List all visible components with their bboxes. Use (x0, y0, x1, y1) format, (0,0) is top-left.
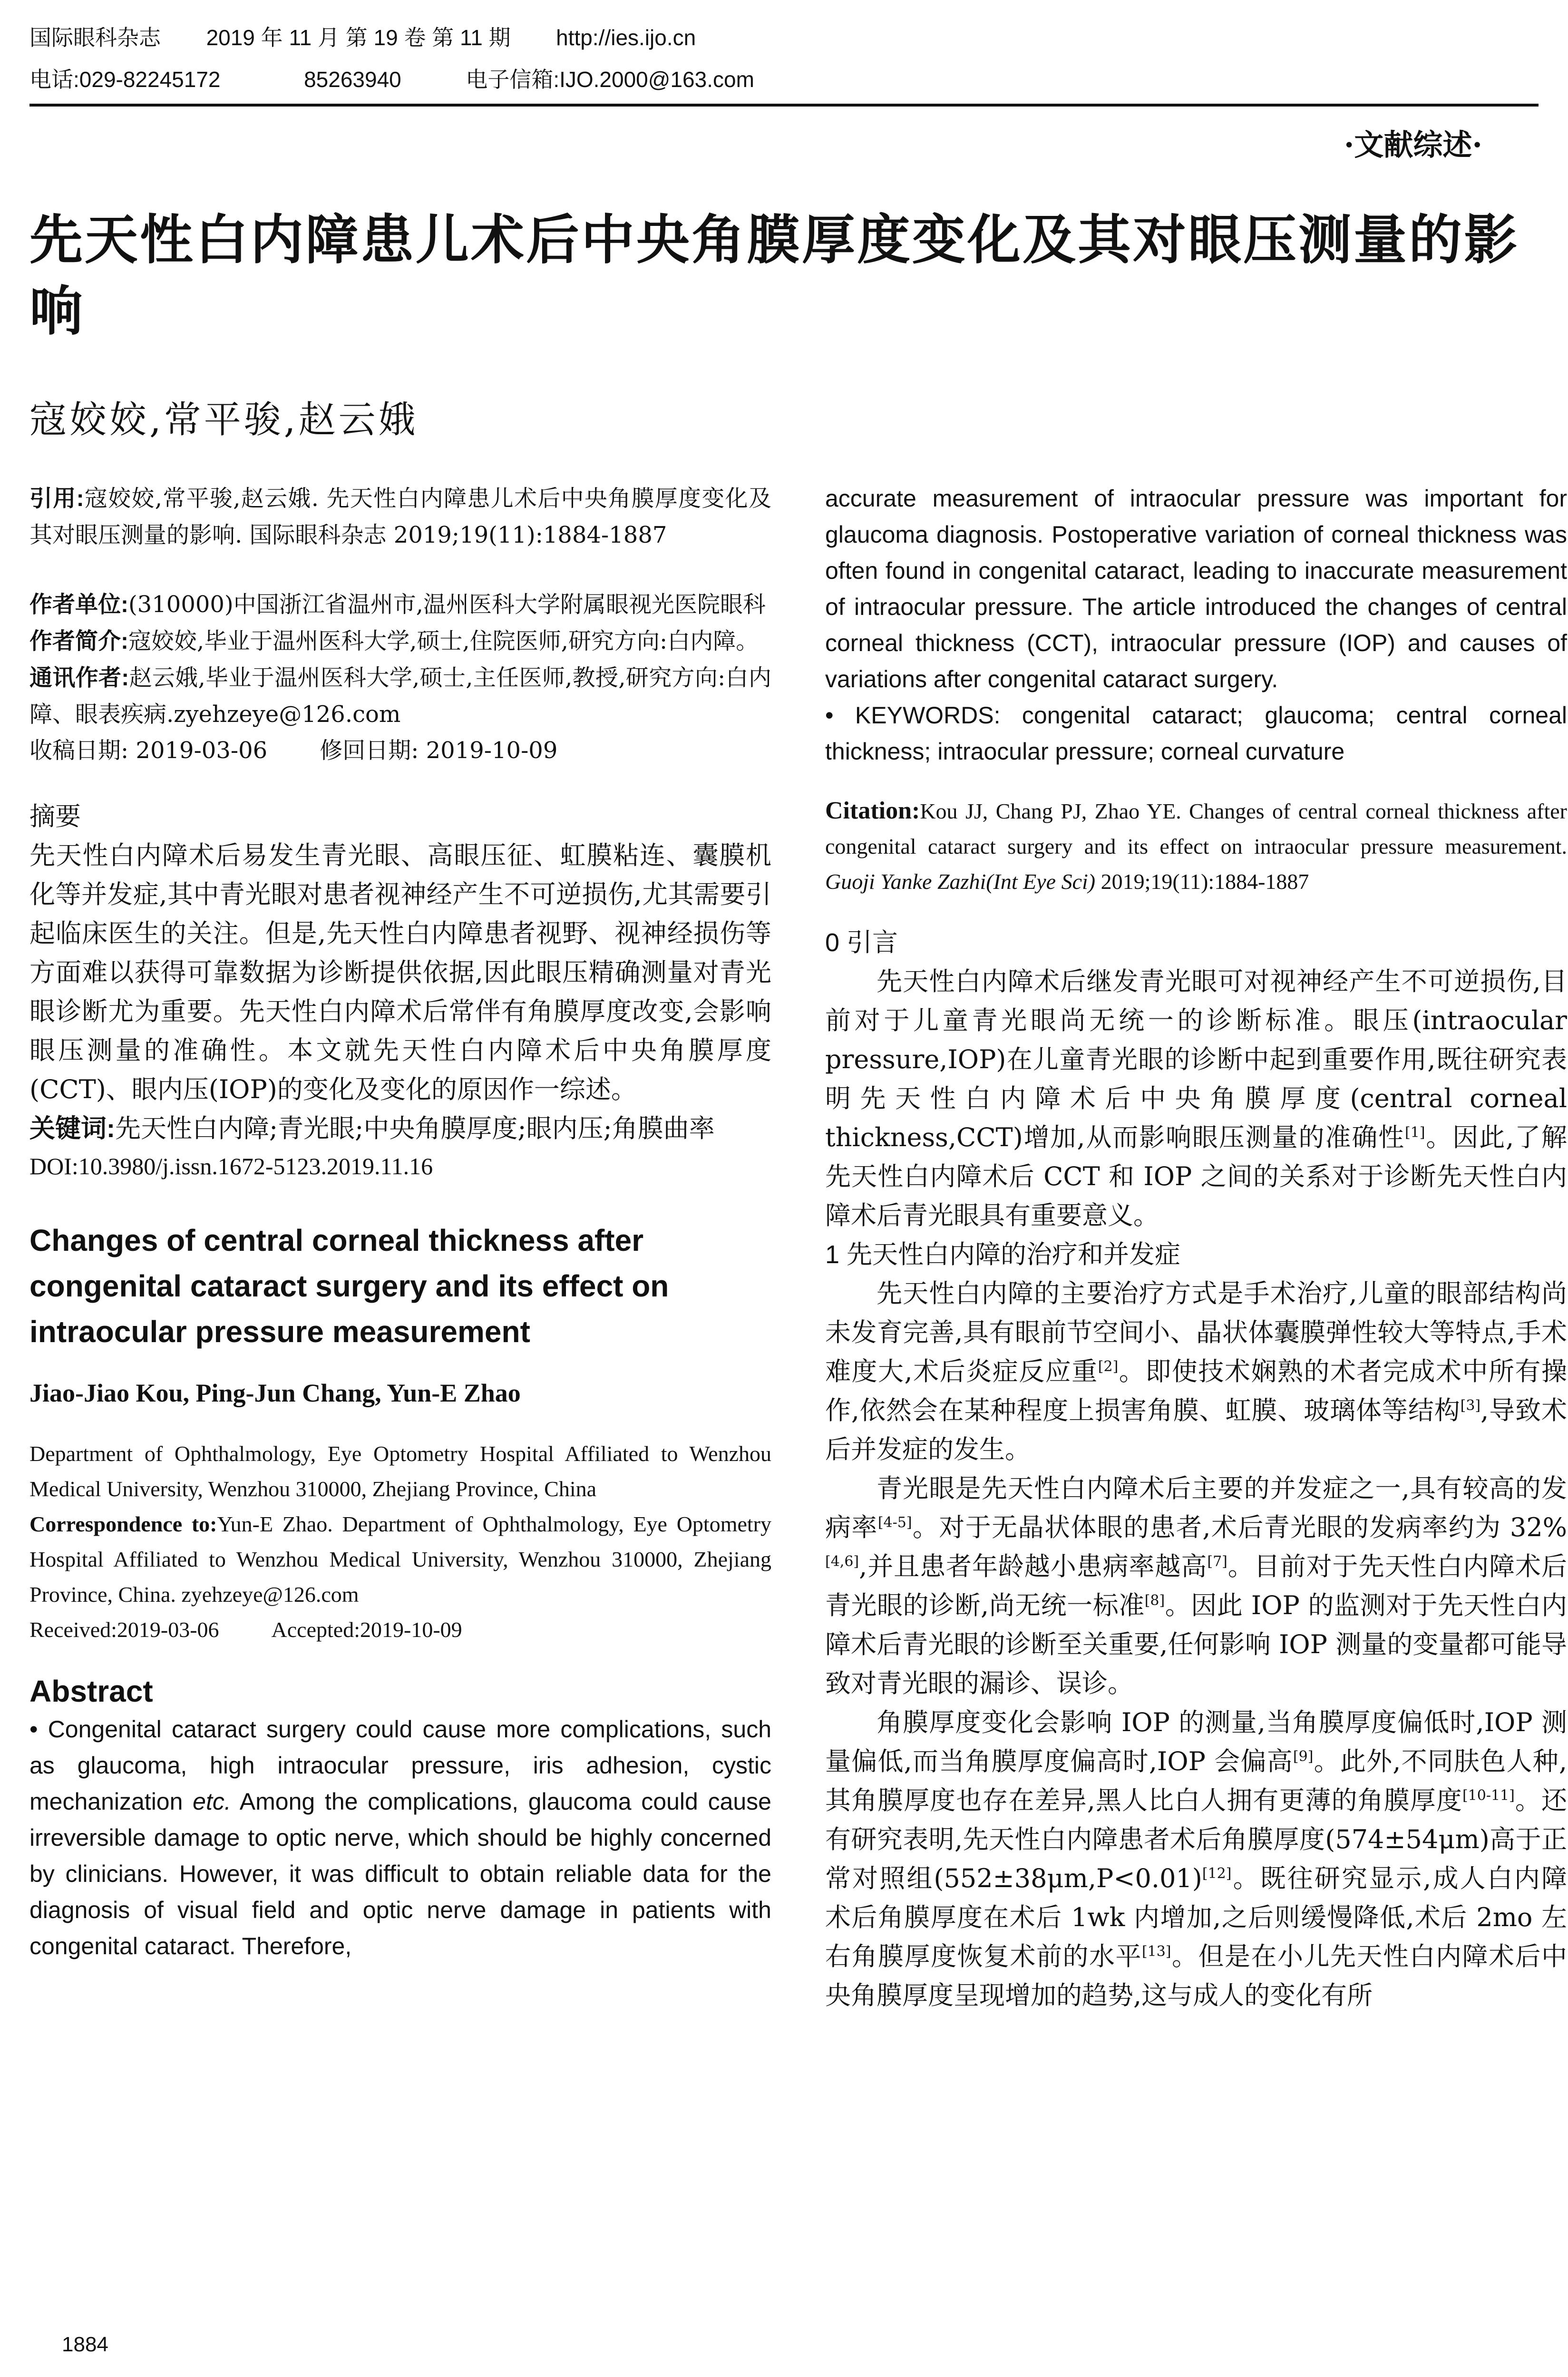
citation-cn (29, 480, 771, 553)
unit-text: (310000)中国浙江省温州市,温州医科大学附属眼视光医院眼科 (128, 591, 766, 618)
abstract-en-part2: Among the complications, glaucoma could cause irreversible damage to optic nerve, which should be highly concerned by clinicians. However, it was difficult to obtain reliable data for the diagnosis of visual field and optic nerve damage in patients with congenital cataract. Therefore, (29, 1788, 771, 1959)
english-correspondence (29, 1507, 771, 1612)
corr-text: 赵云娥,毕业于温州医科大学,硕士,主任医师,教授,研究方向:白内障、眼表疾病.zyehzeye@126.com (29, 664, 771, 728)
ref-7[interactable]: [7] (1207, 1553, 1227, 1570)
citation-text: 寇姣姣,常平骏,赵云娥. 先天性白内障患儿术后中央角膜厚度变化及其对眼压测量的影响. 国际眼科杂志 2019;19(11):1884-1887 (29, 485, 771, 548)
paragraph-2 (825, 1274, 1567, 1469)
english-dates (29, 1612, 771, 1647)
p2-text-c: ,导致术后并发症的发生。 (825, 1395, 1567, 1464)
citation-en (825, 793, 1567, 899)
section-label: ·文献综述· (1344, 127, 1482, 162)
abstract-heading-en: Abstract (29, 1674, 153, 1708)
en-corr-text: Yun-E Zhao. Department of Ophthalmology, Eye Optometry Hospital Affiliated to Wenzhou Medical University, Wenzhou 310000, Zhejiang Province, China. zyehzeye@126.com (29, 1512, 771, 1607)
paragraph-1 (825, 962, 1567, 1235)
running-header-line1 (29, 24, 696, 51)
revised-date: 修回日期: 2019-10-09 (320, 737, 558, 764)
running-header-line2 (29, 66, 754, 93)
ref-3[interactable]: [3] (1460, 1397, 1481, 1414)
keywords-label: 关键词: (29, 1114, 115, 1143)
author-unit (29, 586, 771, 623)
page-number: 1884 (62, 2333, 108, 2356)
abstract-en-etc: etc. (193, 1788, 231, 1815)
section-0-heading: 0 引言 (825, 928, 898, 957)
abstract-cn: 先天性白内障术后易发生青光眼、高眼压征、虹膜粘连、囊膜机化等并发症,其中青光眼对患者视神经产生不可逆损伤,尤其需要引起临床医生的关注。但是,先天性白内障患者视野、视神经损伤等方面难以获得可靠数据为诊断提供依据,因此眼压精确测量对青光眼诊断尤为重要。先天性白内障术后常伴有角膜厚度改变,会影响眼压测量的准确性。本文就先天性白内障术后中央角膜厚度(CCT)、眼内压(IOP)的变化及变化的原因作一综述。 (29, 840, 771, 1104)
p4-text-d: 。既往研究显示,成人白内障术后角膜厚度在术后 1wk 内增加,之后则缓慢降低,术后 2mo 左右角膜厚度恢复术前的水平 (825, 1863, 1567, 1971)
abstract-en-continued: accurate measurement of intraocular pressure was important for glaucoma diagnosis. Postoperative variation of corneal thickness was often found in congenital cataract, leading to inaccurate measurement of intraocular pressure. The article introduced the changes of central corneal thickness (CCT), intraocular pressure (IOP) and causes of variations after congenital cataract surgery. (825, 485, 1567, 692)
phone-2: 85263940 (304, 67, 401, 92)
author-bio (29, 623, 771, 660)
abstract-en (29, 1711, 771, 1964)
english-authors: Jiao-Jiao Kou, Ping-Jun Chang, Yun-E Zhao (29, 1379, 521, 1407)
corresponding-author (29, 660, 771, 732)
p3-text-e: 。因此 IOP 的监测对于先天性白内障术后青光眼的诊断至关重要,任何影响 IOP 测量的变量都可能导致对青光眼的漏诊、误诊。 (825, 1590, 1568, 1698)
unit-label: 作者单位: (29, 592, 128, 617)
received-date: 收稿日期: 2019-03-06 (29, 737, 268, 764)
journal-name: 国际眼科杂志 (29, 25, 161, 50)
citation-en-journal: Guoji Yanke Zazhi(Int Eye Sci) (825, 869, 1096, 894)
bio-label: 作者简介: (29, 629, 128, 654)
ref-2[interactable]: [2] (1098, 1358, 1119, 1375)
corr-label: 通讯作者: (29, 665, 129, 691)
ref-8[interactable]: [8] (1144, 1592, 1165, 1609)
keywords-en (825, 697, 1567, 770)
ref-10-11[interactable]: [10-11] (1462, 1787, 1515, 1804)
paragraph-4 (825, 1703, 1567, 2015)
right-column (825, 480, 1567, 2015)
citation-label: 引用: (29, 486, 84, 511)
keywords-en-text: congenital cataract; glaucoma; central corneal thickness; intraocular pressure; corneal curvature (825, 702, 1567, 765)
english-department: Department of Ophthalmology, Eye Optometry Hospital Affiliated to Wenzhou Medical University, Wenzhou 310000, Zhejiang Province, China (29, 1442, 771, 1501)
ref-9[interactable]: [9] (1293, 1748, 1314, 1765)
dates-cn (29, 732, 771, 769)
citation-en-part1: Kou JJ, Chang PJ, Zhao YE. Changes of central corneal thickness after congenital cataract surgery and its effect on intraocular pressure measurement. (825, 799, 1567, 858)
left-column (29, 480, 771, 1964)
article-title: 先天性白内障患儿术后中央角膜厚度变化及其对眼压测量的影响 (29, 209, 1519, 342)
p3-text-d: 。目前对于先天性白内障术后青光眼的诊断,尚无统一标准 (825, 1551, 1567, 1620)
en-received: Received:2019-03-06 (29, 1617, 219, 1642)
p4-text: 角膜厚度变化会影响 IOP 的测量,当角膜厚度偏低时,IOP 测量偏低,而当角膜厚度偏高时,IOP 会偏高 (825, 1707, 1567, 1776)
ref-1[interactable]: [1] (1405, 1124, 1425, 1141)
email[interactable]: 电子信箱:IJO.2000@163.com (466, 67, 754, 92)
p3-text: 青光眼是先天性白内障术后主要的并发症之一,具有较高的发病率 (825, 1473, 1567, 1542)
keywords-cn (29, 1109, 771, 1148)
english-title: Changes of central corneal thickness after congenital cataract surgery and its effect on intraocular pressure measurement (29, 1223, 669, 1349)
paragraph-3 (825, 1469, 1567, 1703)
doi: DOI:10.3980/j.issn.1672-5123.2019.11.16 (29, 1153, 433, 1179)
p1-text: 先天性白内障术后继发青光眼可对视神经产生不可逆损伤,目前对于儿童青光眼尚无统一的诊断标准。眼压(intraocular pressure,IOP)在儿童青光眼的诊断中起到重要作用,既往研究表明先天性白内障术后中央角膜厚度(central corneal thickness,CCT)增加,从而影响眼压测量的准确性 (825, 966, 1567, 1152)
phone: 电话:029-82245172 (29, 67, 221, 92)
citation-en-part2: 2019;19(11):1884-1887 (1095, 869, 1309, 894)
section-1-heading: 1 先天性白内障的治疗和并发症 (825, 1240, 1181, 1269)
bio-text: 寇姣姣,毕业于温州医科大学,硕士,住院医师,研究方向:白内障。 (128, 628, 759, 654)
p3-text-b: 。对于无晶状体眼的患者,术后青光眼的发病率约为 32% (912, 1512, 1567, 1542)
en-accepted: Accepted:2019-10-09 (271, 1617, 462, 1642)
citation-en-label: Citation: (825, 797, 920, 824)
p4-text-b: 。此外,不同肤色人种,其角膜厚度也存在差异,黑人比白人拥有更薄的角膜厚度 (825, 1746, 1567, 1815)
header-rule (29, 104, 1539, 107)
p4-text-e: 。但是在小儿先天性白内障术后中央角膜厚度呈现增加的趋势,这与成人的变化有所 (825, 1941, 1568, 2010)
authors: 寇姣姣,常平骏,赵云娥 (29, 399, 419, 441)
issue-info: 2019 年 11 月 第 19 卷 第 11 期 (206, 25, 511, 50)
keywords-en-label: • KEYWORDS: (825, 702, 1001, 729)
ref-13[interactable]: [13] (1141, 1943, 1171, 1960)
journal-url[interactable]: http://ies.ijo.cn (556, 25, 696, 50)
ref-12[interactable]: [12] (1202, 1865, 1232, 1882)
keywords-text: 先天性白内障;青光眼;中央角膜厚度;眼内压;角膜曲率 (115, 1113, 715, 1143)
p1-text-b: 。因此,了解先天性白内障术后 CCT 和 IOP 之间的关系对于诊断先天性白内障术后青光眼具有重要意义。 (825, 1122, 1568, 1230)
p2-text-b: 。即使技术娴熟的术者完成术中所有操作,依然会在某种程度上损害角膜、虹膜、玻璃体等结构 (825, 1356, 1567, 1425)
abstract-heading-cn: 摘要 (29, 802, 81, 831)
p2-text: 先天性白内障的主要治疗方式是手术治疗,儿童的眼部结构尚未发育完善,具有眼前节空间小、晶状体囊膜弹性较大等特点,手术难度大,术后炎症反应重 (825, 1278, 1567, 1386)
en-corr-label: Correspondence to: (29, 1512, 217, 1536)
p4-text-c: 。还有研究表明,先天性白内障患者术后角膜厚度(574±54μm)高于正常对照组(552±38μm,P<0.01) (825, 1785, 1568, 1893)
ref-4-5[interactable]: [4-5] (877, 1514, 912, 1531)
p3-text-c: ,并且患者年龄越小患病率越高 (859, 1551, 1208, 1581)
ref-4-6[interactable]: [4,6] (825, 1553, 859, 1570)
abstract-en-part1: • Congenital cataract surgery could cause more complications, such as glaucoma, high intraocular pressure, iris adhesion, cystic mechanization (29, 1716, 771, 1815)
